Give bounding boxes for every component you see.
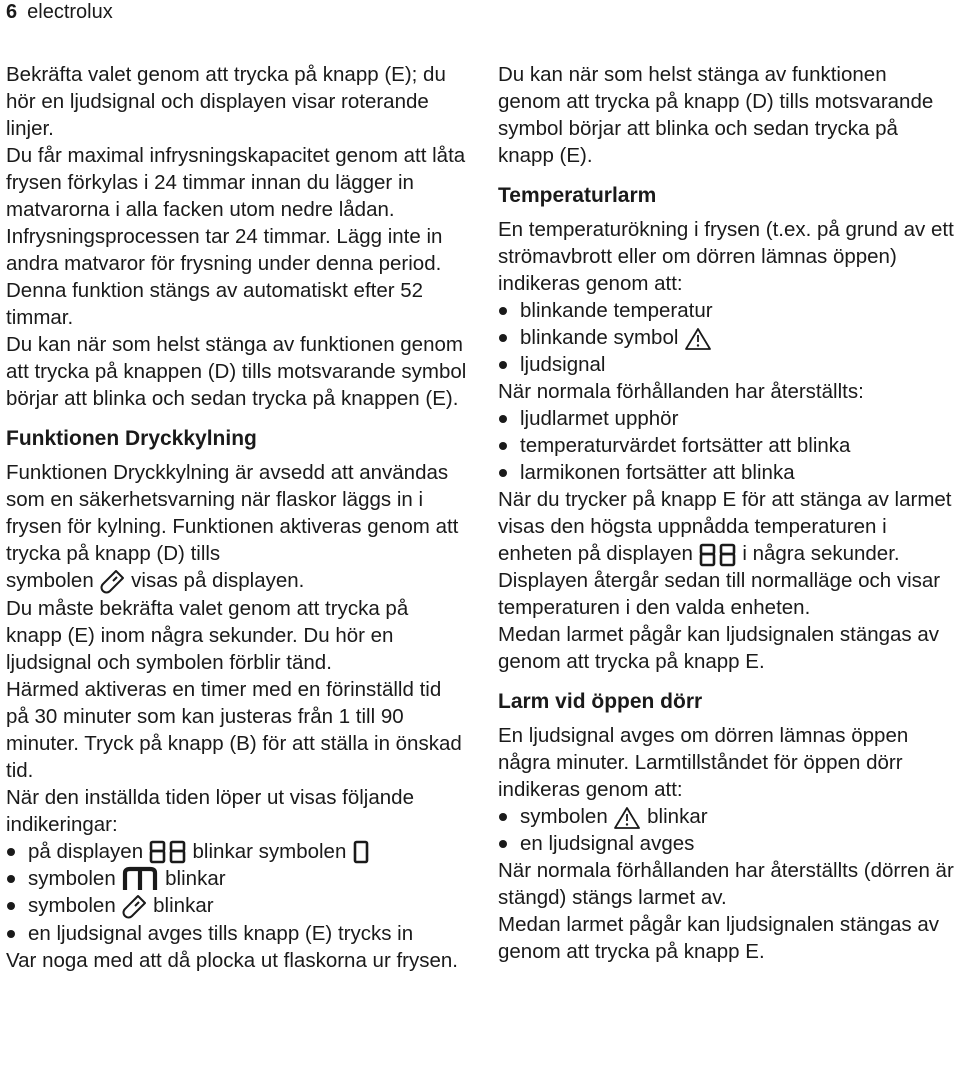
list-item: blinkande symbol <box>498 324 954 351</box>
restore-list <box>498 405 954 486</box>
paragraph: Medan larmet pågår kan ljudsignalen stängas av genom att trycka på knapp E. <box>498 913 940 963</box>
list-item: symbolen blinkar <box>498 803 954 830</box>
list-item: temperaturvärdet fortsätter att blinka <box>498 432 954 459</box>
list-item: blinkande temperatur <box>498 297 954 324</box>
paragraph: När den inställda tiden löper ut visas följande indikeringar: <box>6 785 414 836</box>
paragraph: När normala förhållanden har återställts: <box>498 380 864 403</box>
page-header <box>6 0 113 24</box>
paragraph: När du trycker på knapp E för att stänga av larmet visas den högsta uppnådda temperaturen i enheten på displayen i några sekunder. <box>498 488 952 565</box>
list-item: larmikonen fortsätter att blinka <box>498 459 954 486</box>
paragraph: En ljudsignal avges om dörren lämnas öppen några minuter. Larmtillståndet för öppen dörr indikeras genom att: <box>498 724 909 801</box>
paragraph: Du måste bekräfta valet genom att trycka på knapp (E) inom några sekunder. Du hör en ljudsignal och symbolen förblir tänd. <box>6 596 409 674</box>
paragraph: Var noga med att då plocka ut flaskorna ur frysen. <box>6 948 459 972</box>
paragraph: Infrysningsprocessen tar 24 timmar. Lägg inte in andra matvaror för frysning under denna period. <box>6 225 443 275</box>
m-symbol-icon <box>121 866 159 892</box>
section-heading-dryckkylning: Funktionen Dryckkylning <box>6 427 257 450</box>
section-heading-open-door-alarm: Larm vid öppen dörr <box>498 690 703 713</box>
seven-segment-88-icon <box>699 543 737 567</box>
paragraph: Funktionen Dryckkylning är avsedd att användas som en säkerhetsvarning när flaskor läggs in i frysen för kylning. Funktionen aktiveras genom att trycka på knapp (D) tills <box>6 461 459 565</box>
indication-list <box>6 838 468 947</box>
list-item: ljudsignal <box>498 351 954 378</box>
brand-name: electrolux <box>27 1 113 23</box>
seven-segment-88-icon <box>149 840 187 864</box>
paragraph: symbolen visas på displayen. <box>6 567 468 595</box>
list-item: symbolen blinkar <box>6 865 468 893</box>
warning-triangle-icon <box>684 327 712 351</box>
paragraph: Denna funktion stängs av automatiskt efter 52 timmar. <box>6 279 424 329</box>
right-column <box>498 61 954 965</box>
paragraph: Medan larmet pågår kan ljudsignalen stängas av genom att trycka på knapp E. <box>498 623 940 673</box>
paragraph: När normala förhållanden har återställts (dörren är stängd) stängs larmet av. <box>498 859 954 909</box>
list-item: symbolen blinkar <box>6 892 468 920</box>
section-heading-temperaturlarm: Temperaturlarm <box>498 184 657 207</box>
door-alarm-list <box>498 803 954 857</box>
list-item: på displayen blinkar symbolen <box>6 838 468 865</box>
list-item: ljudlarmet upphör <box>498 405 954 432</box>
alarm-indication-list <box>498 297 954 378</box>
paragraph: Härmed aktiveras en timer med en förinställd tid på 30 minuter som kan justeras från 1 till 90 minuter. Tryck på knapp (B) för att ställa in önskad tid. <box>6 677 462 782</box>
list-item: en ljudsignal avges <box>498 830 954 857</box>
bottle-icon <box>99 569 125 595</box>
warning-triangle-icon <box>613 806 641 830</box>
paragraph: Bekräfta valet genom att trycka på knapp (E); du hör en ljudsignal och displayen visar roterande linjer. <box>6 63 446 140</box>
paragraph: Du kan när som helst stänga av funktionen genom att trycka på knapp (D) tills motsvarande symbol börjar att blinka och sedan trycka på knapp (E). <box>498 63 934 167</box>
bottle-icon <box>121 894 147 920</box>
page-number: 6 <box>6 1 18 23</box>
paragraph: Du kan när som helst stänga av funktionen genom att trycka på knappen (D) tills motsvarande symbol börjar att blinka och sedan trycka på knappen (E). <box>6 333 467 410</box>
list-item: en ljudsignal avges tills knapp (E) trycks in <box>6 920 468 947</box>
left-column <box>6 61 468 974</box>
paragraph: Displayen återgår sedan till normalläge och visar temperaturen i den valda enheten. <box>498 569 941 619</box>
paragraph: Du får maximal infrysningskapacitet genom att låta frysen förkylas i 24 timmar innan du lägger in matvarorna i alla facken utom nedre lådan. <box>6 144 466 221</box>
seven-segment-0-icon <box>352 840 370 864</box>
paragraph: En temperaturökning i frysen (t.ex. på grund av ett strömavbrott eller om dörren lämnas öppen) indikeras genom att: <box>498 218 954 295</box>
